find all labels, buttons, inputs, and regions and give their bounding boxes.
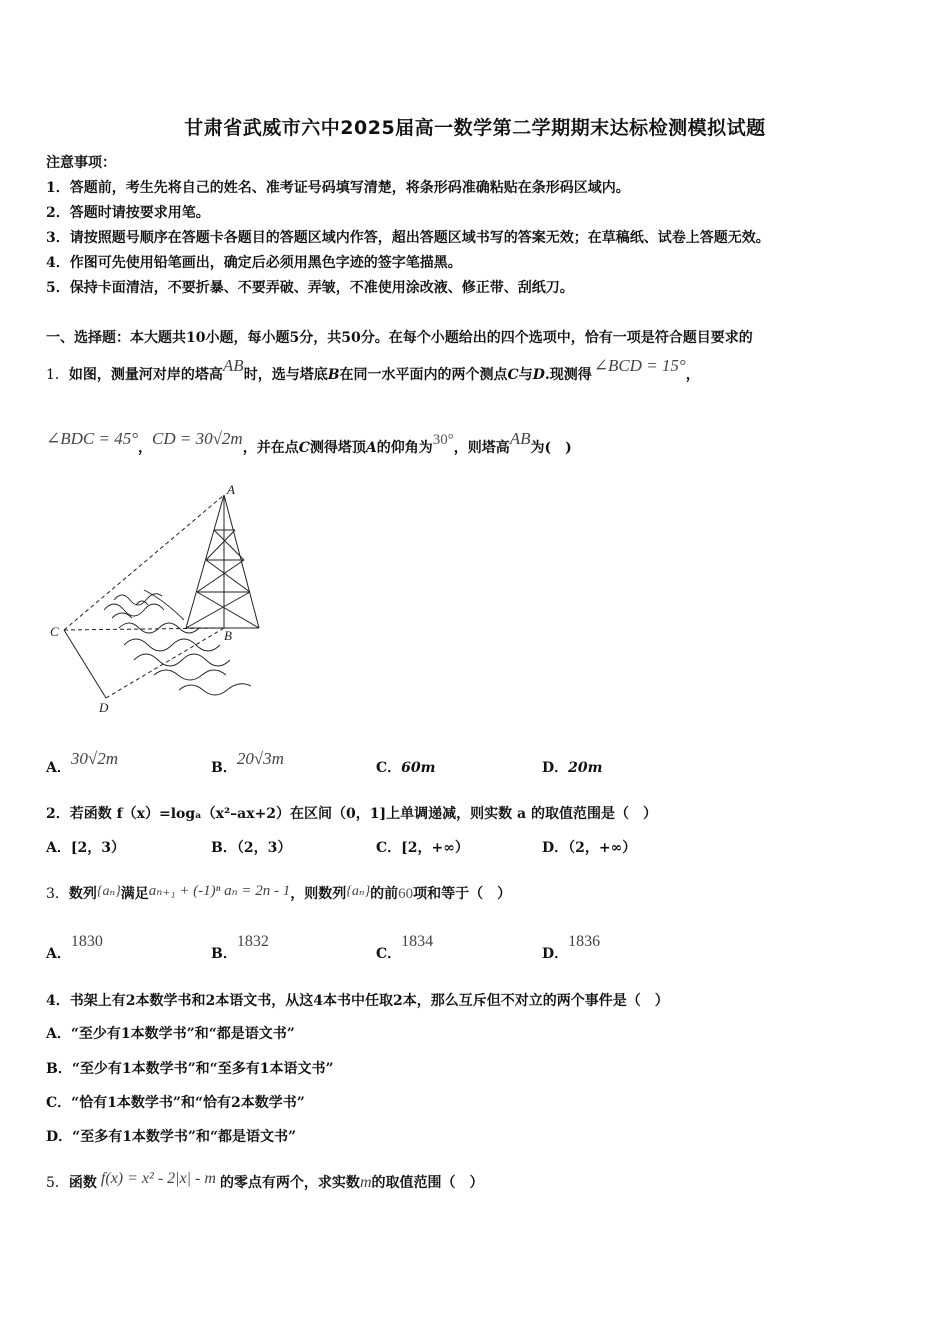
question-2: 2．若函数 f（x）=logₐ（x²–ax+2）在区间（0，1]上单调递减，则实数 a 的取值范围是（ ） (46, 806, 657, 822)
option-letter: D． (542, 760, 569, 776)
q2-option-d[interactable] (542, 837, 636, 857)
point-b: B (327, 367, 340, 383)
figure-label-c: C (50, 624, 59, 639)
q3-text: ，则数列 (290, 886, 347, 902)
math-m: m (359, 1174, 372, 1191)
q1-text: 在同一水平面内的两个测点 (339, 367, 508, 383)
question-4: 4．书架上有2本数学书和2本语文书，从这4本书中任取2本，那么互斥但不对立的两个事件是（ ） (46, 993, 669, 1009)
q1-text: 测得塔顶 (309, 440, 366, 456)
q1-text: ， (138, 440, 153, 456)
q3-option-b[interactable] (211, 933, 269, 963)
question-number: 1． (46, 367, 69, 383)
math-sequence: {aₙ} (96, 884, 121, 899)
page-title: 甘肃省武威市六中2025届高一数学第二学期期末达标检测模拟试题 (184, 117, 766, 139)
question-1-line-2 (46, 429, 572, 457)
option-letter: C． (376, 760, 402, 776)
point-c: C (507, 367, 519, 383)
option-value: （2，3） (236, 840, 292, 856)
note-item-1: 1．答题前，考生先将自己的姓名、准考证号码填写清楚，将条形码准确粘贴在条形码区域内。 (46, 180, 630, 196)
note-item-2: 2．答题时请按要求用笔。 (46, 205, 210, 221)
q2-option-c[interactable] (376, 837, 469, 857)
math-angle-bcd: ∠BCD = 15° (593, 356, 686, 375)
option-letter: B． (211, 946, 237, 962)
math-function: f(x) = x² - 2|x| - m (100, 1170, 216, 1187)
q5-text: 的零点有两个，求实数 (219, 1175, 360, 1191)
q1-text: ，并在点 (242, 440, 299, 456)
option-letter: D． (542, 946, 569, 962)
q3-text: 项和等于（ ） (413, 886, 512, 902)
figure-label-a: A (227, 482, 235, 497)
q3-option-c[interactable] (376, 933, 434, 963)
point-a: A (365, 440, 377, 456)
option-value: 20m (568, 760, 603, 776)
q4-option-c[interactable]: C．“恰有1本数学书”和“恰有2本数学书” (46, 1095, 305, 1111)
section-heading: 一、选择题：本大题共10小题，每小题5分，共50分。在每个小题给出的四个选项中，恰有一项是符合题目要求的 (46, 330, 753, 346)
math-sequence: {aₙ} (346, 884, 371, 899)
option-value: 1836 (568, 933, 601, 950)
figure-label-d: D (99, 700, 109, 715)
option-value: 20√3m (236, 749, 284, 768)
q5-text: 函数 (68, 1175, 97, 1191)
q3-text: 的前 (370, 886, 399, 902)
q1-text: ，则塔高 (453, 440, 510, 456)
option-value: 1830 (70, 933, 103, 950)
q1-text: 与 (518, 367, 533, 383)
option-value: 1834 (401, 933, 434, 950)
q1-text: 时，选与塔底 (243, 367, 328, 383)
q1-option-d[interactable] (542, 757, 602, 777)
option-letter: C． (376, 840, 402, 856)
math-ab: AB (509, 429, 531, 448)
math-recurrence: aₙ₊₁ + (-1)ⁿ aₙ = 2n - 1 (148, 883, 291, 899)
q4-option-a[interactable]: A．“至少有1本数学书”和“都是语文书” (46, 1026, 295, 1042)
q4-option-d[interactable]: D．“至多有1本数学书”和“都是语文书” (46, 1129, 297, 1145)
option-letter: B． (211, 760, 237, 776)
note-item-4: 4．作图可先使用铅笔画出，确定后必须用黑色字迹的签字笔描黑。 (46, 255, 462, 271)
q3-option-a[interactable] (46, 933, 103, 963)
q4-option-b[interactable]: B．“至少有1本数学书”和“至多有1本语文书” (46, 1061, 334, 1077)
math-cd: CD = 30√2m (152, 429, 243, 448)
q1-text: .现测得 (544, 367, 592, 383)
option-value: 60m (401, 760, 436, 776)
point-d: D (532, 367, 545, 383)
option-letter: A． (46, 760, 71, 776)
option-letter: D． (542, 840, 569, 856)
option-value: 1832 (236, 933, 269, 950)
q1-text: 为( ) (530, 440, 572, 456)
option-value: [2，3） (70, 840, 125, 856)
q2-option-a[interactable] (46, 837, 125, 857)
math-ab: AB (222, 356, 244, 375)
question-number: 5． (46, 1175, 69, 1191)
note-item-3: 3．请按照题号顺序在答题卡各题目的答题区域内作答，超出答题区域书写的答案无效；在草稿纸、试卷上答题无效。 (46, 230, 770, 246)
question-5 (46, 1172, 484, 1192)
point-c: C (298, 440, 310, 456)
option-value: [2，+∞） (401, 840, 469, 856)
option-letter: A． (46, 946, 71, 962)
q2-option-b[interactable] (211, 837, 291, 857)
q1-option-c[interactable] (376, 757, 435, 777)
q1-text: 如图，测量河对岸的塔高 (68, 367, 223, 383)
q1-text: ， (685, 367, 700, 383)
q3-text: 数列 (68, 886, 97, 902)
option-letter: B． (211, 840, 237, 856)
q1-option-b[interactable] (211, 749, 284, 777)
q1-text: 的仰角为 (376, 440, 433, 456)
question-number: 3． (46, 886, 69, 902)
q5-text: 的取值范围（ ） (371, 1175, 484, 1191)
tower-figure (44, 480, 274, 720)
question-3 (46, 883, 511, 903)
q1-option-a[interactable] (46, 749, 118, 777)
math-angle-bdc: ∠BDC = 45° (46, 429, 139, 448)
q3-text: 满足 (120, 886, 149, 902)
note-item-5: 5．保持卡面清洁，不要折暴、不要弄破、弄皱，不准使用涂改液、修正带、刮纸刀。 (46, 280, 574, 296)
option-letter: A． (46, 840, 71, 856)
option-value: （2，+∞） (568, 840, 637, 856)
math-count: 60 (398, 886, 414, 902)
q3-option-d[interactable] (542, 933, 601, 963)
option-letter: C． (376, 946, 402, 962)
figure-label-b: B (224, 628, 232, 643)
notes-heading: 注意事项： (46, 155, 116, 171)
question-1-line-1 (46, 356, 700, 384)
math-angle-30: 30° (432, 432, 454, 448)
option-value: 30√2m (70, 749, 118, 768)
